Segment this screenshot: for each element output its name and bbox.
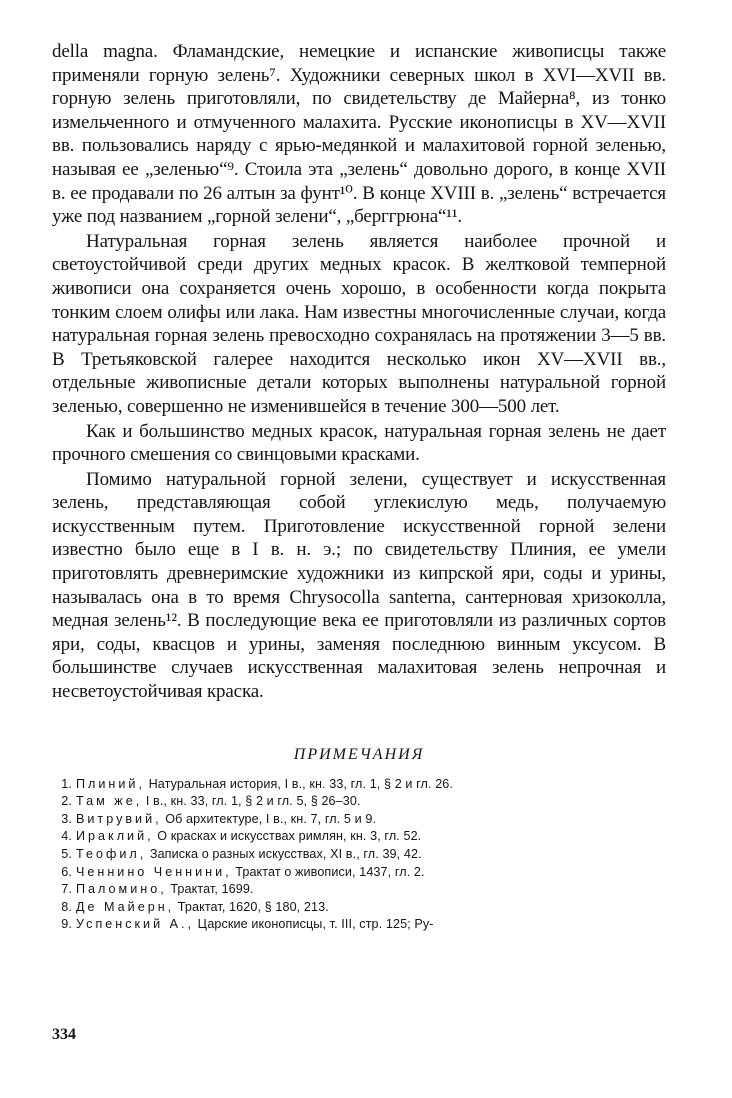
note-item <box>58 828 666 846</box>
note-author: Витрувий, <box>76 811 162 826</box>
paragraph: Натуральная горная зелень является наиболее прочной и светоустойчивой среди других медных красок. В желтковой темперной живописи она сохраняется очень хорошо, в особенности когда покрыта тонким слоем олифы или лака. Нам известны многочисленные случаи, когда натуральная горная зелень превосходно сохранялась на протяжении 3—5 вв. В Третьяковской галерее находится несколько икон XV—XVII вв., отдельные живописные детали которых выполнены натуральной горной зеленью, совершенно не изменившейся в течение 300—500 лет. <box>52 230 666 417</box>
note-number: 7. <box>61 882 72 897</box>
notes-heading: ПРИМЕЧАНИЯ <box>293 745 425 763</box>
note-author: Ченнино Ченнини, <box>76 864 232 879</box>
note-text: Натуральная история, I в., кн. 33, гл. 1, § 2 и гл. 26. <box>148 776 454 791</box>
note-text: I в., кн. 33, гл. 1, § 2 и гл. 5, § 26–30. <box>145 794 361 809</box>
note-item <box>58 864 666 882</box>
note-item <box>58 881 666 899</box>
notes-list <box>52 776 666 934</box>
note-text: О красках и искусствах римлян, кн. 3, гл. 52. <box>157 829 422 844</box>
note-item <box>58 916 666 934</box>
page-number: 334 <box>52 1026 76 1043</box>
note-number: 9. <box>61 917 72 932</box>
note-text: Записка о разных искусствах, XI в., гл. 39, 42. <box>149 847 422 861</box>
note-author: Там же, <box>76 794 143 809</box>
note-number: 5. <box>61 847 72 861</box>
paragraph: della magna. Фламандские, немецкие и испанские живописцы также применяли горную зелень⁷. Художники северных школ в XVI—XVII вв. горную зелень приготовляли, по свидетельству де Майерна⁸, из тонко измельченного и отмученного малахита. Русские иконописцы в XV—XVII вв. пользовались наряду с ярью-медянкой и малахитовой горной зеленью, называя ее „зеленью“⁹. Стоила эта „зелень“ довольно дорого, в конце XVII в. ее продавали по 26 алтын за фунт¹⁰. В конце XVIII в. „зелень“ встречается уже под названием „горной зелени“, „берггрюна“¹¹. <box>52 41 666 228</box>
paragraph: Как и большинство медных красок, натуральная горная зелень не дает прочного смешения со свинцовыми красками. <box>52 420 666 466</box>
note-author: Ираклий, <box>76 829 154 844</box>
note-number: 1. <box>61 776 72 791</box>
note-number: 8. <box>61 899 72 914</box>
note-item <box>58 776 666 794</box>
note-item <box>58 793 666 811</box>
note-author: Плиний, <box>76 776 145 791</box>
note-text: Трактат, 1620, § 180, 213. <box>177 899 329 914</box>
note-item <box>58 899 666 917</box>
page-content <box>52 40 666 934</box>
note-author: Де Майерн, <box>76 899 175 914</box>
note-text: Трактат, 1699. <box>170 882 254 897</box>
note-text: Трактат о живописи, 1437, гл. 2. <box>235 864 425 879</box>
note-author: Теофил, <box>76 847 147 861</box>
note-number: 4. <box>61 829 72 844</box>
note-author: Успенский А., <box>76 917 195 932</box>
note-item <box>58 811 666 829</box>
note-number: 2. <box>61 794 72 809</box>
note-number: 6. <box>61 864 72 879</box>
note-text: Царские иконописцы, т. III, стр. 125; Ру- <box>197 917 434 932</box>
paragraph: Помимо натуральной горной зелени, существует и искусственная зелень, представляющая собой углекислую медь, получаемую искусственным путем. Приготовление искусственной горной зелени известно было еще в I в. н. э.; по свидетельству Плиния, ее умели приготовлять древнеримские художники из кипрской яри, соды и урины, называлась она в то время Chrysocolla santerna, сантерновая хризоколла, медная зелень¹². В последующие века ее приготовляли из различных сортов яри, соды, квасцов и урины, заменяя последнюю винным уксусом. В большинстве случаев искусственная малахитовая зелень непрочная и несветоустойчивая краска. <box>52 468 666 703</box>
note-text: Об архитектуре, I в., кн. 7, гл. 5 и 9. <box>165 811 377 826</box>
note-item <box>58 846 666 864</box>
note-author: Паломино, <box>76 882 167 897</box>
note-number: 3. <box>61 811 72 826</box>
